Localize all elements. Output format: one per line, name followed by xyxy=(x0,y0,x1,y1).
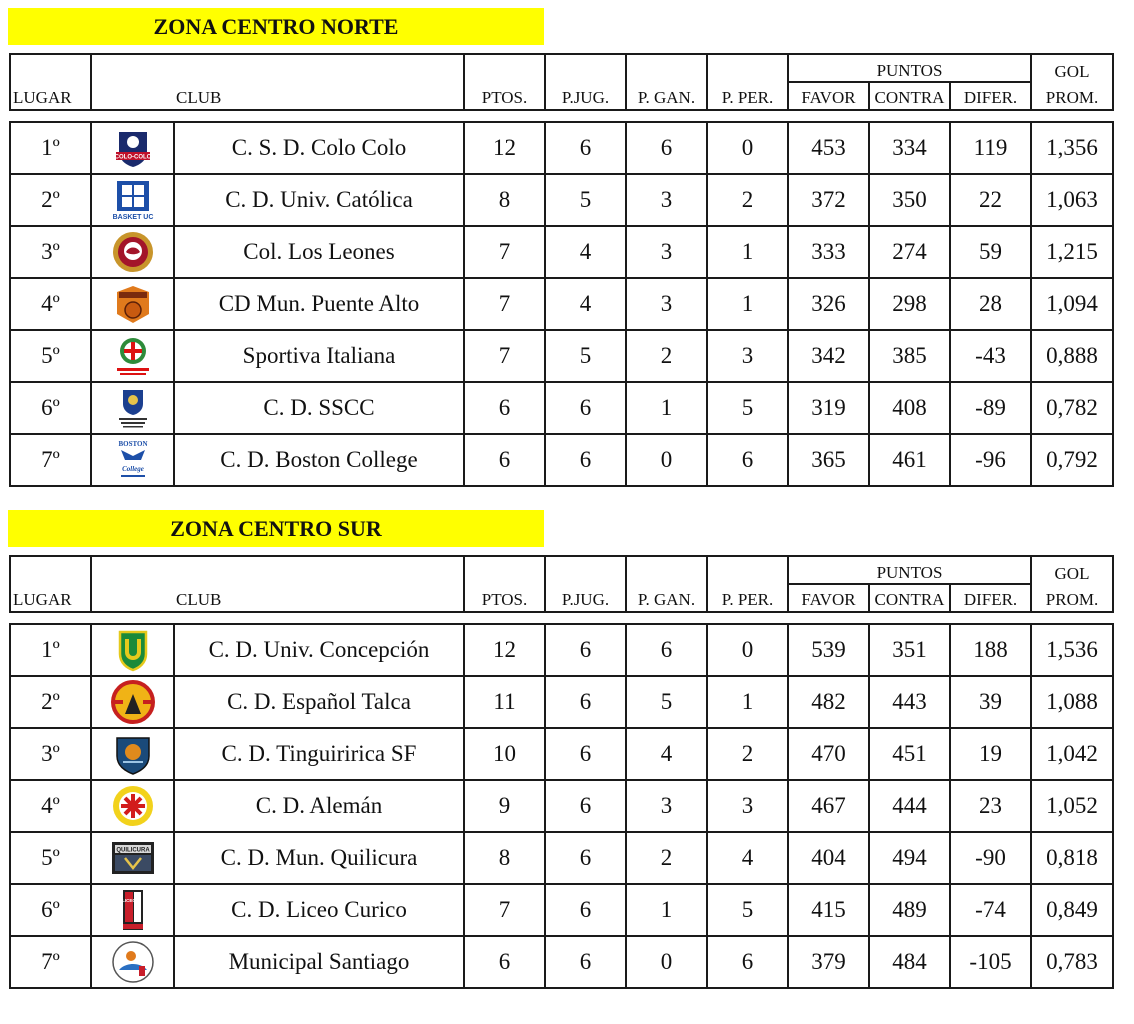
header-difer: DIFER. xyxy=(950,584,1031,612)
club-name-cell: C. D. Mun. Quilicura xyxy=(174,832,464,884)
pgan-cell: 3 xyxy=(626,174,707,226)
pper-cell: 1 xyxy=(707,278,788,330)
difer-cell: 19 xyxy=(950,728,1031,780)
prom-cell: 1,042 xyxy=(1031,728,1113,780)
pjug-cell: 6 xyxy=(545,728,626,780)
difer-cell: -105 xyxy=(950,936,1031,988)
aleman-logo xyxy=(111,784,155,828)
contra-cell: 274 xyxy=(869,226,950,278)
ptos-cell: 10 xyxy=(464,728,545,780)
prom-cell: 0,783 xyxy=(1031,936,1113,988)
ptos-cell: 8 xyxy=(464,832,545,884)
contra-cell: 484 xyxy=(869,936,950,988)
club-logo-cell xyxy=(91,226,174,278)
contra-cell: 385 xyxy=(869,330,950,382)
header-gap xyxy=(10,110,1113,122)
pper-cell: 6 xyxy=(707,936,788,988)
svg-text:BOSTON: BOSTON xyxy=(117,440,148,448)
pjug-cell: 6 xyxy=(545,434,626,486)
prom-cell: 0,782 xyxy=(1031,382,1113,434)
prom-cell: 0,792 xyxy=(1031,434,1113,486)
table-row xyxy=(10,676,1113,728)
ptos-cell: 7 xyxy=(464,330,545,382)
table-row xyxy=(10,330,1113,382)
difer-cell: 59 xyxy=(950,226,1031,278)
header-pjug: P.JUG. xyxy=(545,556,626,612)
prom-cell: 1,094 xyxy=(1031,278,1113,330)
pgan-cell: 3 xyxy=(626,780,707,832)
prom-cell: 0,888 xyxy=(1031,330,1113,382)
place-cell: 1º xyxy=(10,624,91,676)
header-lugar: LUGAR xyxy=(10,556,91,612)
contra-cell: 408 xyxy=(869,382,950,434)
pper-cell: 5 xyxy=(707,884,788,936)
club-name-cell: C. D. SSCC xyxy=(174,382,464,434)
favor-cell: 326 xyxy=(788,278,869,330)
difer-cell: 39 xyxy=(950,676,1031,728)
puente-alto-logo xyxy=(111,282,155,326)
place-cell: 2º xyxy=(10,174,91,226)
quilicura-logo xyxy=(111,836,155,880)
standings-table-centro-sur xyxy=(9,555,1114,989)
place-cell: 7º xyxy=(10,434,91,486)
tinguiririca-logo xyxy=(111,732,155,776)
difer-cell: 188 xyxy=(950,624,1031,676)
favor-cell: 319 xyxy=(788,382,869,434)
pgan-cell: 2 xyxy=(626,832,707,884)
header-prom: PROM. xyxy=(1031,82,1113,110)
contra-cell: 443 xyxy=(869,676,950,728)
header-puntos: PUNTOS xyxy=(788,556,1031,584)
svg-text:BASKET UC: BASKET UC xyxy=(112,214,153,221)
table-row xyxy=(10,624,1113,676)
difer-cell: 28 xyxy=(950,278,1031,330)
table-row xyxy=(10,936,1113,988)
club-logo-cell xyxy=(91,278,174,330)
club-name-cell: C. D. Español Talca xyxy=(174,676,464,728)
difer-cell: -74 xyxy=(950,884,1031,936)
difer-cell: -90 xyxy=(950,832,1031,884)
header-puntos: PUNTOS xyxy=(788,54,1031,82)
difer-cell: 22 xyxy=(950,174,1031,226)
header-favor: FAVOR xyxy=(788,584,869,612)
zone-title-centro-sur: ZONA CENTRO SUR xyxy=(8,510,544,547)
zone-title-centro-norte: ZONA CENTRO NORTE xyxy=(8,8,544,45)
table-row xyxy=(10,226,1113,278)
favor-cell: 365 xyxy=(788,434,869,486)
club-name-cell: Sportiva Italiana xyxy=(174,330,464,382)
favor-cell: 379 xyxy=(788,936,869,988)
pjug-cell: 6 xyxy=(545,122,626,174)
header-row-top xyxy=(10,556,1113,584)
place-cell: 6º xyxy=(10,884,91,936)
header-pgan: P. GAN. xyxy=(626,54,707,110)
club-logo-cell xyxy=(91,728,174,780)
club-name-cell: Municipal Santiago xyxy=(174,936,464,988)
header-club: CLUB xyxy=(91,54,464,110)
ptos-cell: 6 xyxy=(464,936,545,988)
favor-cell: 404 xyxy=(788,832,869,884)
prom-cell: 1,536 xyxy=(1031,624,1113,676)
club-logo-cell xyxy=(91,330,174,382)
difer-cell: -89 xyxy=(950,382,1031,434)
place-cell: 7º xyxy=(10,936,91,988)
basket-uc-logo xyxy=(111,178,155,222)
table-row xyxy=(10,728,1113,780)
place-cell: 4º xyxy=(10,278,91,330)
prom-cell: 1,215 xyxy=(1031,226,1113,278)
pgan-cell: 3 xyxy=(626,278,707,330)
favor-cell: 482 xyxy=(788,676,869,728)
prom-cell: 1,052 xyxy=(1031,780,1113,832)
pgan-cell: 6 xyxy=(626,624,707,676)
header-ptos: PTOS. xyxy=(464,556,545,612)
place-cell: 3º xyxy=(10,728,91,780)
difer-cell: -96 xyxy=(950,434,1031,486)
pgan-cell: 5 xyxy=(626,676,707,728)
club-name-cell: C. S. D. Colo Colo xyxy=(174,122,464,174)
prom-cell: 0,849 xyxy=(1031,884,1113,936)
prom-cell: 1,063 xyxy=(1031,174,1113,226)
pper-cell: 0 xyxy=(707,122,788,174)
pper-cell: 0 xyxy=(707,624,788,676)
liceo-curico-logo xyxy=(111,888,155,932)
favor-cell: 415 xyxy=(788,884,869,936)
pper-cell: 4 xyxy=(707,832,788,884)
header-row-top xyxy=(10,54,1113,82)
pjug-cell: 6 xyxy=(545,382,626,434)
club-logo-cell xyxy=(91,676,174,728)
place-cell: 5º xyxy=(10,330,91,382)
pjug-cell: 5 xyxy=(545,330,626,382)
pper-cell: 2 xyxy=(707,174,788,226)
pper-cell: 3 xyxy=(707,330,788,382)
club-logo-cell xyxy=(91,832,174,884)
header-gol: GOL xyxy=(1031,556,1113,584)
pjug-cell: 6 xyxy=(545,780,626,832)
club-logo-cell xyxy=(91,624,174,676)
udec-logo xyxy=(111,628,155,672)
place-cell: 5º xyxy=(10,832,91,884)
header-pjug: P.JUG. xyxy=(545,54,626,110)
table-row xyxy=(10,174,1113,226)
prom-cell: 1,356 xyxy=(1031,122,1113,174)
contra-cell: 451 xyxy=(869,728,950,780)
ptos-cell: 6 xyxy=(464,382,545,434)
pjug-cell: 4 xyxy=(545,226,626,278)
table-row xyxy=(10,434,1113,486)
favor-cell: 372 xyxy=(788,174,869,226)
pgan-cell: 1 xyxy=(626,382,707,434)
favor-cell: 467 xyxy=(788,780,869,832)
club-logo-cell xyxy=(91,884,174,936)
ptos-cell: 7 xyxy=(464,884,545,936)
pjug-cell: 6 xyxy=(545,676,626,728)
pjug-cell: 6 xyxy=(545,832,626,884)
pgan-cell: 3 xyxy=(626,226,707,278)
place-cell: 4º xyxy=(10,780,91,832)
pgan-cell: 1 xyxy=(626,884,707,936)
favor-cell: 470 xyxy=(788,728,869,780)
place-cell: 6º xyxy=(10,382,91,434)
favor-cell: 342 xyxy=(788,330,869,382)
club-name-cell: C. D. Boston College xyxy=(174,434,464,486)
pgan-cell: 0 xyxy=(626,434,707,486)
favor-cell: 539 xyxy=(788,624,869,676)
header-club: CLUB xyxy=(91,556,464,612)
los-leones-logo xyxy=(111,230,155,274)
pjug-cell: 6 xyxy=(545,936,626,988)
table-row xyxy=(10,278,1113,330)
pjug-cell: 6 xyxy=(545,624,626,676)
club-logo-cell xyxy=(91,382,174,434)
club-name-cell: Col. Los Leones xyxy=(174,226,464,278)
club-logo-cell xyxy=(91,434,174,486)
contra-cell: 489 xyxy=(869,884,950,936)
difer-cell: 119 xyxy=(950,122,1031,174)
pper-cell: 6 xyxy=(707,434,788,486)
ptos-cell: 9 xyxy=(464,780,545,832)
contra-cell: 444 xyxy=(869,780,950,832)
header-contra: CONTRA xyxy=(869,584,950,612)
header-difer: DIFER. xyxy=(950,82,1031,110)
ptos-cell: 12 xyxy=(464,122,545,174)
ptos-cell: 11 xyxy=(464,676,545,728)
header-lugar: LUGAR xyxy=(10,54,91,110)
pjug-cell: 6 xyxy=(545,884,626,936)
ptos-cell: 7 xyxy=(464,226,545,278)
ptos-cell: 12 xyxy=(464,624,545,676)
pgan-cell: 4 xyxy=(626,728,707,780)
club-name-cell: CD Mun. Puente Alto xyxy=(174,278,464,330)
place-cell: 1º xyxy=(10,122,91,174)
header-prom: PROM. xyxy=(1031,584,1113,612)
contra-cell: 350 xyxy=(869,174,950,226)
svg-text:LICEO: LICEO xyxy=(121,898,136,903)
pper-cell: 1 xyxy=(707,676,788,728)
header-pper: P. PER. xyxy=(707,54,788,110)
pjug-cell: 5 xyxy=(545,174,626,226)
header-favor: FAVOR xyxy=(788,82,869,110)
boston-college-logo xyxy=(111,438,155,482)
svg-text:QUILICURA: QUILICURA xyxy=(115,847,150,854)
pjug-cell: 4 xyxy=(545,278,626,330)
ptos-cell: 7 xyxy=(464,278,545,330)
header-gap xyxy=(10,612,1113,624)
pper-cell: 1 xyxy=(707,226,788,278)
colo-colo-logo xyxy=(111,126,155,170)
favor-cell: 333 xyxy=(788,226,869,278)
contra-cell: 351 xyxy=(869,624,950,676)
header-pgan: P. GAN. xyxy=(626,556,707,612)
pgan-cell: 2 xyxy=(626,330,707,382)
club-logo-cell xyxy=(91,122,174,174)
svg-text:COLO-COLO: COLO-COLO xyxy=(114,154,151,161)
table-row xyxy=(10,122,1113,174)
header-gol: GOL xyxy=(1031,54,1113,82)
club-logo-cell xyxy=(91,780,174,832)
ptos-cell: 6 xyxy=(464,434,545,486)
difer-cell: 23 xyxy=(950,780,1031,832)
place-cell: 2º xyxy=(10,676,91,728)
club-name-cell: C. D. Tinguiririca SF xyxy=(174,728,464,780)
difer-cell: -43 xyxy=(950,330,1031,382)
svg-text:College: College xyxy=(121,465,144,473)
place-cell: 3º xyxy=(10,226,91,278)
contra-cell: 494 xyxy=(869,832,950,884)
prom-cell: 0,818 xyxy=(1031,832,1113,884)
sportiva-italiana-logo xyxy=(111,334,155,378)
contra-cell: 334 xyxy=(869,122,950,174)
club-name-cell: C. D. Alemán xyxy=(174,780,464,832)
contra-cell: 461 xyxy=(869,434,950,486)
pgan-cell: 0 xyxy=(626,936,707,988)
table-row xyxy=(10,884,1113,936)
club-logo-cell xyxy=(91,174,174,226)
standings-table-centro-norte xyxy=(9,53,1114,487)
favor-cell: 453 xyxy=(788,122,869,174)
pper-cell: 3 xyxy=(707,780,788,832)
club-name-cell: C. D. Liceo Curico xyxy=(174,884,464,936)
header-contra: CONTRA xyxy=(869,82,950,110)
espanol-talca-logo xyxy=(111,680,155,724)
sscc-logo xyxy=(111,386,155,430)
header-ptos: PTOS. xyxy=(464,54,545,110)
club-name-cell: C. D. Univ. Concepción xyxy=(174,624,464,676)
club-name-cell: C. D. Univ. Católica xyxy=(174,174,464,226)
pgan-cell: 6 xyxy=(626,122,707,174)
municipal-santiago-logo xyxy=(111,940,155,984)
table-row xyxy=(10,832,1113,884)
prom-cell: 1,088 xyxy=(1031,676,1113,728)
pper-cell: 5 xyxy=(707,382,788,434)
club-logo-cell xyxy=(91,936,174,988)
pper-cell: 2 xyxy=(707,728,788,780)
table-row xyxy=(10,382,1113,434)
table-row xyxy=(10,780,1113,832)
contra-cell: 298 xyxy=(869,278,950,330)
header-pper: P. PER. xyxy=(707,556,788,612)
ptos-cell: 8 xyxy=(464,174,545,226)
